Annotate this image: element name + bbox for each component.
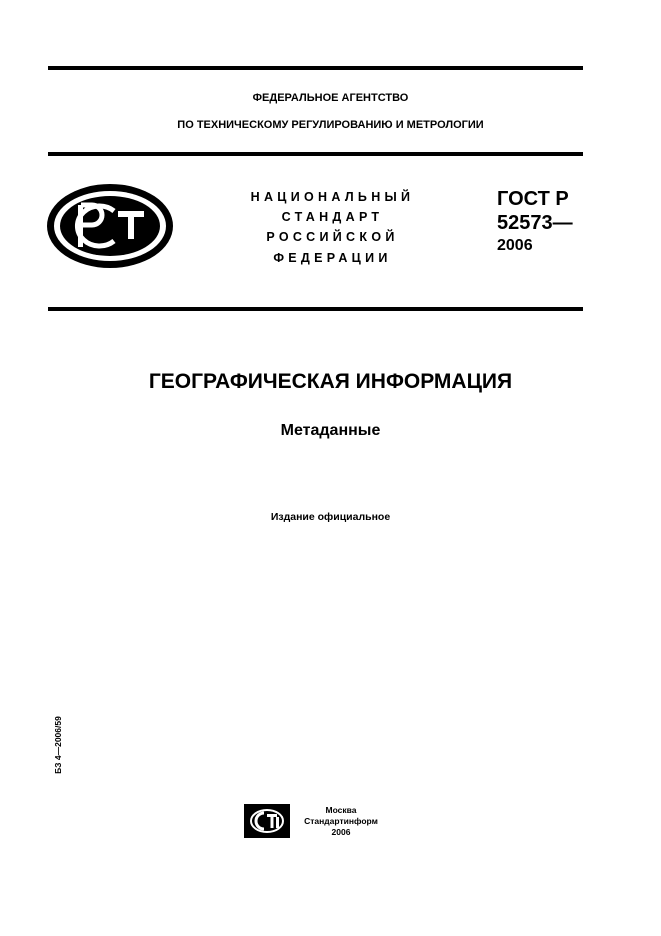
national-standard-line-1: НАЦИОНАЛЬНЫЙ <box>250 190 415 204</box>
standard-code <box>497 187 573 257</box>
standartinform-logo-icon <box>244 804 290 838</box>
rst-conformity-mark-icon <box>44 181 176 271</box>
header-rule <box>48 152 583 156</box>
side-code: БЗ 4—2006/59 <box>53 716 63 774</box>
publisher-year: 2006 <box>331 827 351 837</box>
national-standard-line-2: СТАНДАРТ <box>281 210 384 224</box>
publisher-city: Москва <box>325 805 357 815</box>
publisher-name: Стандартинформ <box>304 816 378 826</box>
document-subtitle: Метаданные <box>280 422 381 439</box>
standard-code-line-2: 52573— <box>497 212 573 234</box>
top-rule <box>48 66 583 70</box>
agency-line-1: ФЕДЕРАЛЬНОЕ АГЕНТСТВО <box>252 92 409 104</box>
national-standard-line-3: РОССИЙСКОЙ <box>266 230 399 244</box>
divider-rule <box>48 307 583 311</box>
publisher-block <box>292 805 390 838</box>
document-title: ГЕОГРАФИЧЕСКАЯ ИНФОРМАЦИЯ <box>148 370 513 393</box>
standard-code-line-1: ГОСТ Р <box>497 188 569 210</box>
agency-line-2: ПО ТЕХНИЧЕСКОМУ РЕГУЛИРОВАНИЮ И МЕТРОЛОГИИ <box>177 119 484 131</box>
national-standard-line-4: ФЕДЕРАЦИИ <box>273 251 392 265</box>
edition-note: Издание официальное <box>270 511 391 523</box>
standard-code-year: 2006 <box>497 237 533 254</box>
